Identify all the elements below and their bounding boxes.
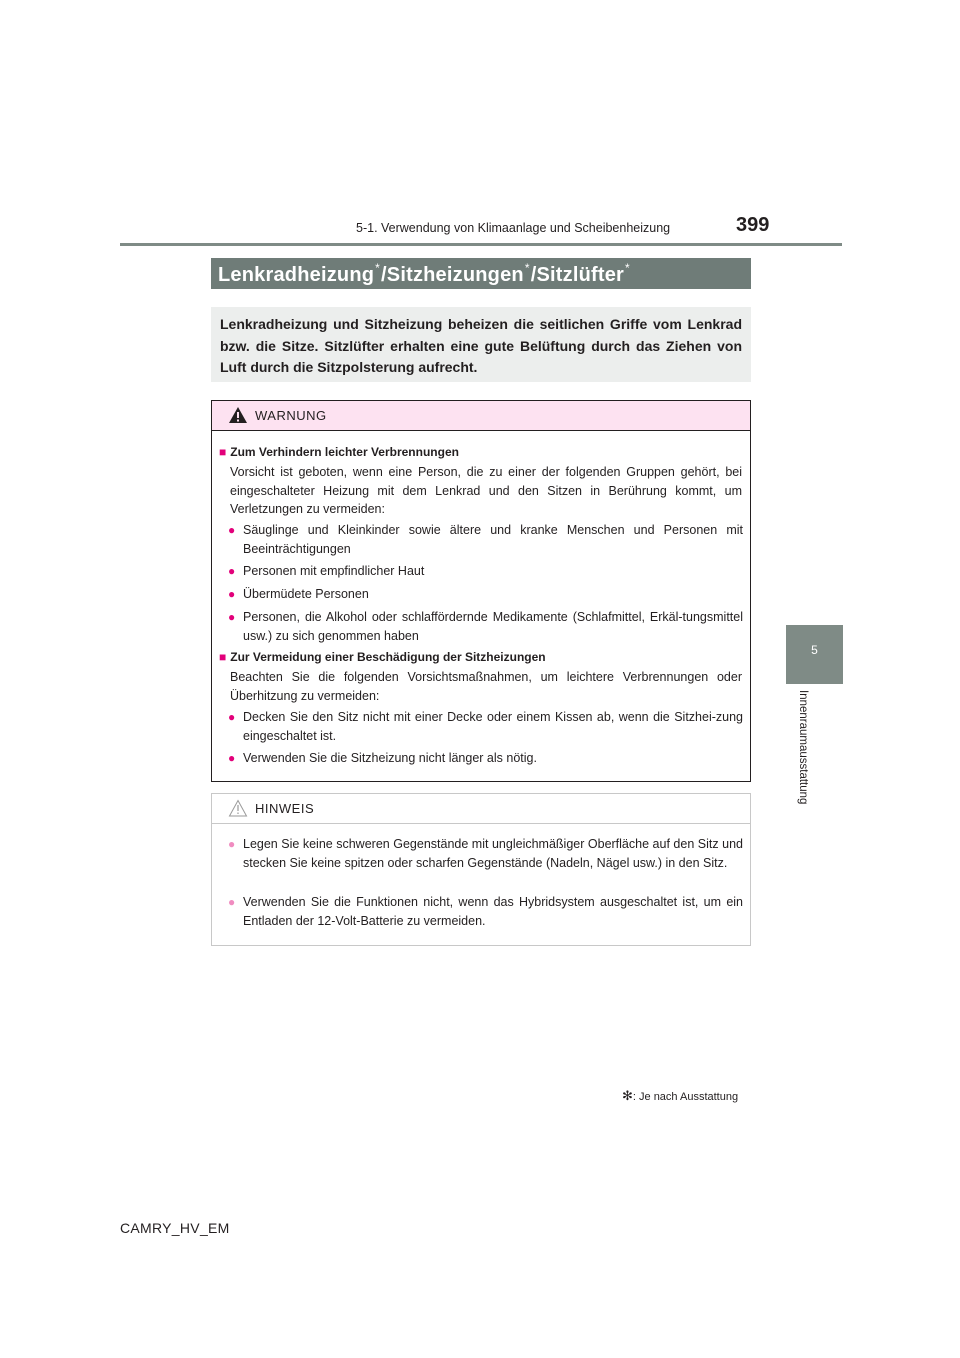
section-title (218, 261, 631, 287)
circle-bullet-icon: ● (228, 710, 236, 724)
footnote-star: ✻ (622, 1088, 633, 1103)
list-item: ● Legen Sie keine schweren Gegenstände mit ungleichmäßiger Oberfläche auf den Sitz und stecken Sie keine spitzen oder scharfen Gegenstände (Nadeln, Nägel usw.) in den Sitz. (228, 837, 743, 870)
circle-bullet-icon: ● (228, 837, 236, 851)
hint-header (212, 794, 750, 824)
list-item: ● Decken Sie den Sitz nicht mit einer Decke oder einem Kissen ab, wenn die Sitzhei-zung eingeschaltet ist. (228, 710, 743, 743)
title-star-2: * (524, 261, 530, 275)
circle-bullet-icon: ● (228, 895, 236, 909)
chapter-label: Innenraumausstattung (797, 690, 809, 805)
list-item: ● Personen mit empfindlicher Haut (227, 562, 743, 581)
intro-text: Lenkradheizung und Sitzheizung beheizen die seitlichen Griffe vom Lenkrad bzw. die Sitze. Sitzlüfter erhalten eine gute Belüftung durch das Ziehen von Luft durch die Sitzpolsterung aufrecht. (220, 316, 742, 375)
footer-model-code: CAMRY_HV_EM (120, 1220, 230, 1236)
circle-bullet-icon: ● (228, 564, 236, 578)
warning-heading-2: ■ Zur Vermeidung einer Beschädigung der Sitzheizungen (219, 650, 546, 664)
page-number: 399 (736, 214, 770, 236)
list-item: ● Säuglinge und Kleinkinder sowie ältere und kranke Menschen und Personen mit Beeinträchtigungen (228, 523, 743, 556)
circle-bullet-icon: ● (228, 610, 236, 624)
warning-box (211, 400, 751, 782)
list-item: ● Verwenden Sie die Funktionen nicht, wenn das Hybridsystem ausgeschaltet ist, um ein Entladen der 12-Volt-Batterie zu vermeiden. (228, 895, 743, 928)
square-bullet-icon: ■ (219, 650, 227, 664)
intro-box (211, 307, 751, 382)
warning-header (212, 401, 750, 431)
warning-paragraph-2: Beachten Sie die folgenden Vorsichtsmaßnahmen, um leichtere Verbrennungen oder Überhitzung zu vermeiden: (230, 670, 742, 703)
section-title-bar (211, 258, 751, 289)
hint-box (211, 793, 751, 946)
warning-paragraph-1: Vorsicht ist geboten, wenn eine Person, die zu einer der folgenden Gruppen gehört, bei eingeschalteter Heizung mit dem Lenkrad und den Sitzen in Berührung kommt, um Verletzungen zu vermeiden: (230, 465, 742, 516)
title-part-2: /Sitzheizungen (381, 264, 524, 286)
title-star-3: * (625, 261, 630, 275)
list-item: ● Personen, die Alkohol oder schlaffördernde Medikamente (Schlafmittel, Erkäl-tungsmittel usw.) zu sich genommen haben (228, 610, 743, 643)
square-bullet-icon: ■ (219, 445, 227, 459)
title-part-1: Lenkradheizung (218, 264, 375, 286)
list-item: ● Übermüdete Personen (227, 585, 743, 604)
footnote-text: : Je nach Ausstattung (632, 1091, 739, 1103)
hint-title: HINWEIS (255, 801, 315, 816)
warning-heading-1: ■ Zum Verhindern leichter Verbrennungen (219, 445, 459, 459)
chapter-tab (786, 625, 843, 684)
warning-triangle-icon (228, 406, 248, 424)
footnote (622, 1088, 738, 1104)
chapter-number: 5 (811, 643, 818, 657)
circle-bullet-icon: ● (228, 523, 236, 537)
header-section-title: 5-1. Verwendung von Klimaanlage und Scheibenheizung (356, 221, 671, 235)
circle-bullet-icon: ● (228, 751, 236, 765)
warning-title: WARNUNG (255, 408, 327, 423)
title-part-3: /Sitzlüfter (530, 264, 625, 286)
circle-bullet-icon: ● (228, 587, 236, 601)
header-divider (120, 243, 842, 246)
list-item: ● Verwenden Sie die Sitzheizung nicht länger als nötig. (227, 749, 743, 768)
hint-triangle-icon (228, 799, 248, 817)
title-star-1: * (375, 261, 381, 275)
